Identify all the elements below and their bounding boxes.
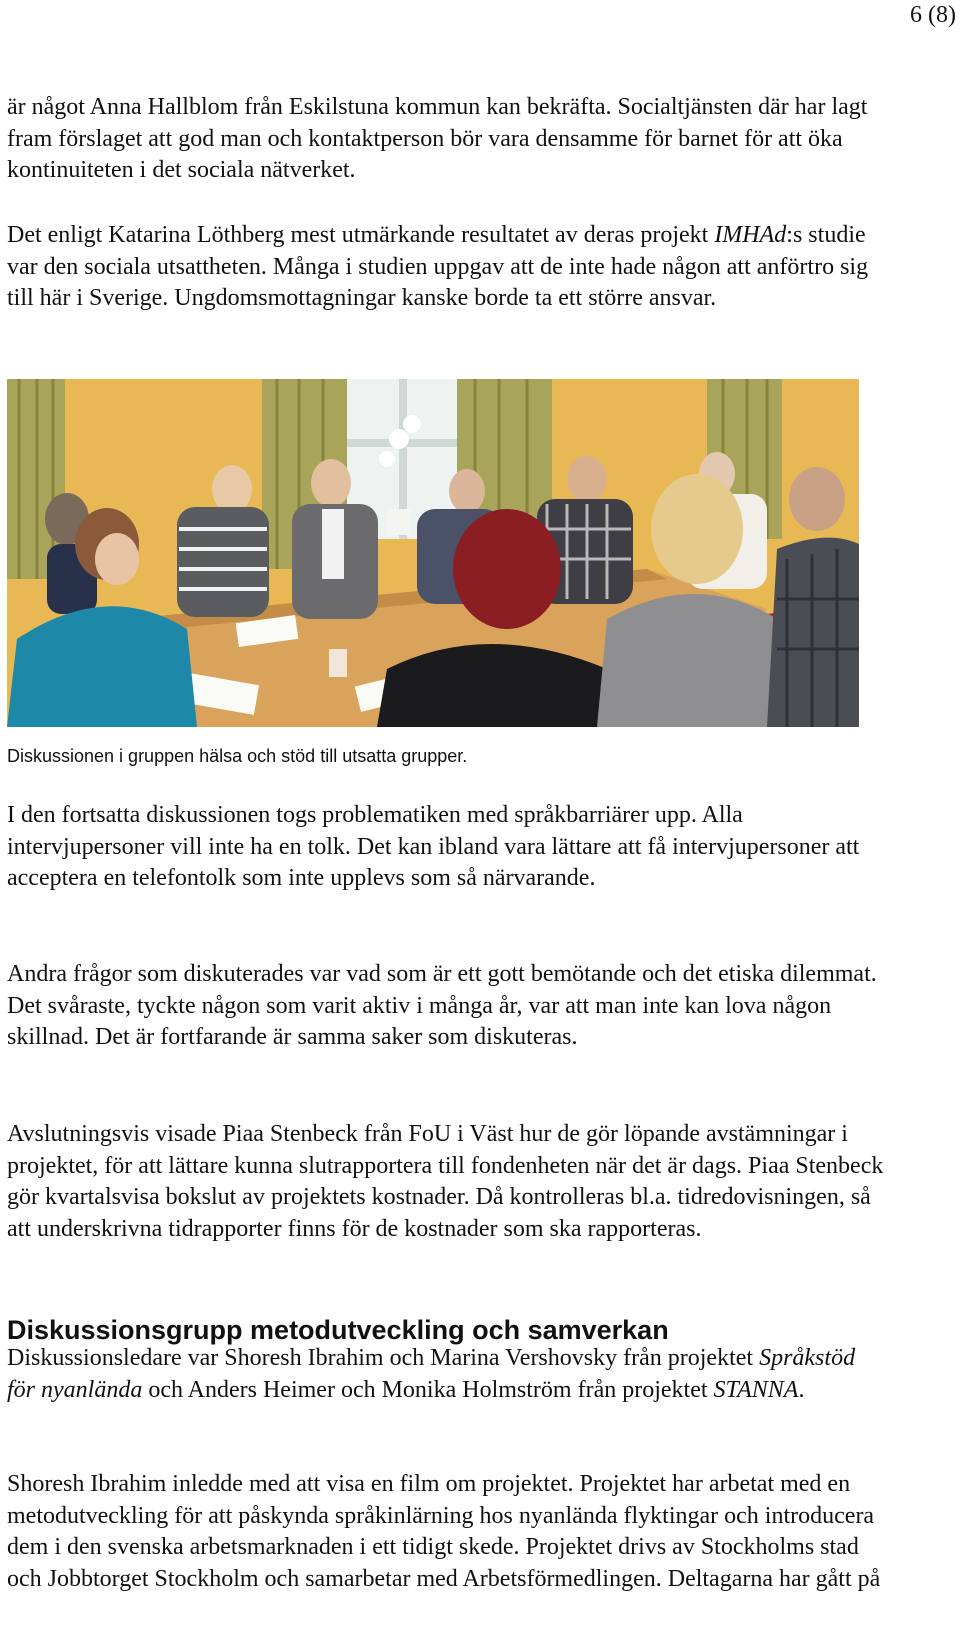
project-name-sprakstod: Språkstöd för nyanlända	[7, 1345, 856, 1403]
paragraph-2	[7, 220, 887, 315]
paragraph-4: Andra frågor som diskuterades var vad som är ett gott bemötande och det etiska dilemmat. Det svåraste, tyckte någon som varit aktiv i många år, var att man inte kan lova någon skillnad. Det är fortfarande är samma saker som diskuteras.	[7, 961, 877, 1050]
paragraph-6-text-c: .	[798, 1376, 805, 1403]
project-name-stanna: STANNA	[713, 1376, 799, 1403]
paragraph-3: I den fortsatta diskussionen togs problematiken med språkbarriärer upp. Alla intervjupersoner vill inte ha en tolk. Det kan ibland vara lättare att få intervjupersoner att acceptera en telefontolk som inte upplevs som så närvarande.	[7, 802, 860, 891]
paragraph-7: Shoresh Ibrahim inledde med att visa en film om projektet. Projektet har arbetat med en metodutveckling för att påskynda språkinlärning hos nyanlända flyktingar och introducera dem i den svenska arbetsmarknaden i ett tidigt skede. Projektet drivs av Stockholms stad och Jobbtorget Stockholm och samarbetar med Arbetsförmedlingen. Deltagarna har gått på	[7, 1471, 881, 1592]
paragraph-6-text-b: och Anders Heimer och Monika Holmström från projektet	[142, 1376, 714, 1403]
project-name-imhad: IMHAd	[714, 222, 787, 248]
discussion-photo	[7, 379, 859, 727]
paragraph-2-text-b: :s studie var den sociala utsattheten. Många i studien uppgav att de inte hade någon att anförtro sig till här i Sverige. Ungdomsmottagningar kanske borde ta ett större ansvar.	[7, 222, 869, 311]
paragraph-2-text-a: Det enligt Katarina Löthberg mest utmärkande resultatet av deras projekt	[7, 222, 715, 248]
section-heading: Diskussionsgrupp metodutveckling och samverkan	[7, 1315, 669, 1345]
photo-caption: Diskussionen i gruppen hälsa och stöd till utsatta grupper.	[7, 746, 468, 766]
page-number: 6 (8)	[910, 2, 956, 28]
paragraph-5: Avslutningsvis visade Piaa Stenbeck från FoU i Väst hur de gör löpande avstämningar i projektet, för att lättare kunna slutrapportera till fondenheten när det är dags. Piaa Stenbeck gör kvartalsvisa bokslut av projektets kostnader. Då kontrolleras bl.a. tidredovisningen, så att underskrivna tidrapporter finns för de kostnader som ska rapporteras.	[7, 1121, 884, 1242]
paragraph-6	[7, 1343, 887, 1406]
paragraph-6-text-a: Diskussionsledare var Shoresh Ibrahim och Marina Vershovsky från projektet	[7, 1345, 760, 1371]
paragraph-1: är något Anna Hallblom från Eskilstuna kommun kan bekräfta. Socialtjänsten där har lagt fram förslaget att god man och kontaktperson bör vara densamme för barnet för att öka kontinuiteten i det sociala nätverket.	[7, 94, 868, 183]
